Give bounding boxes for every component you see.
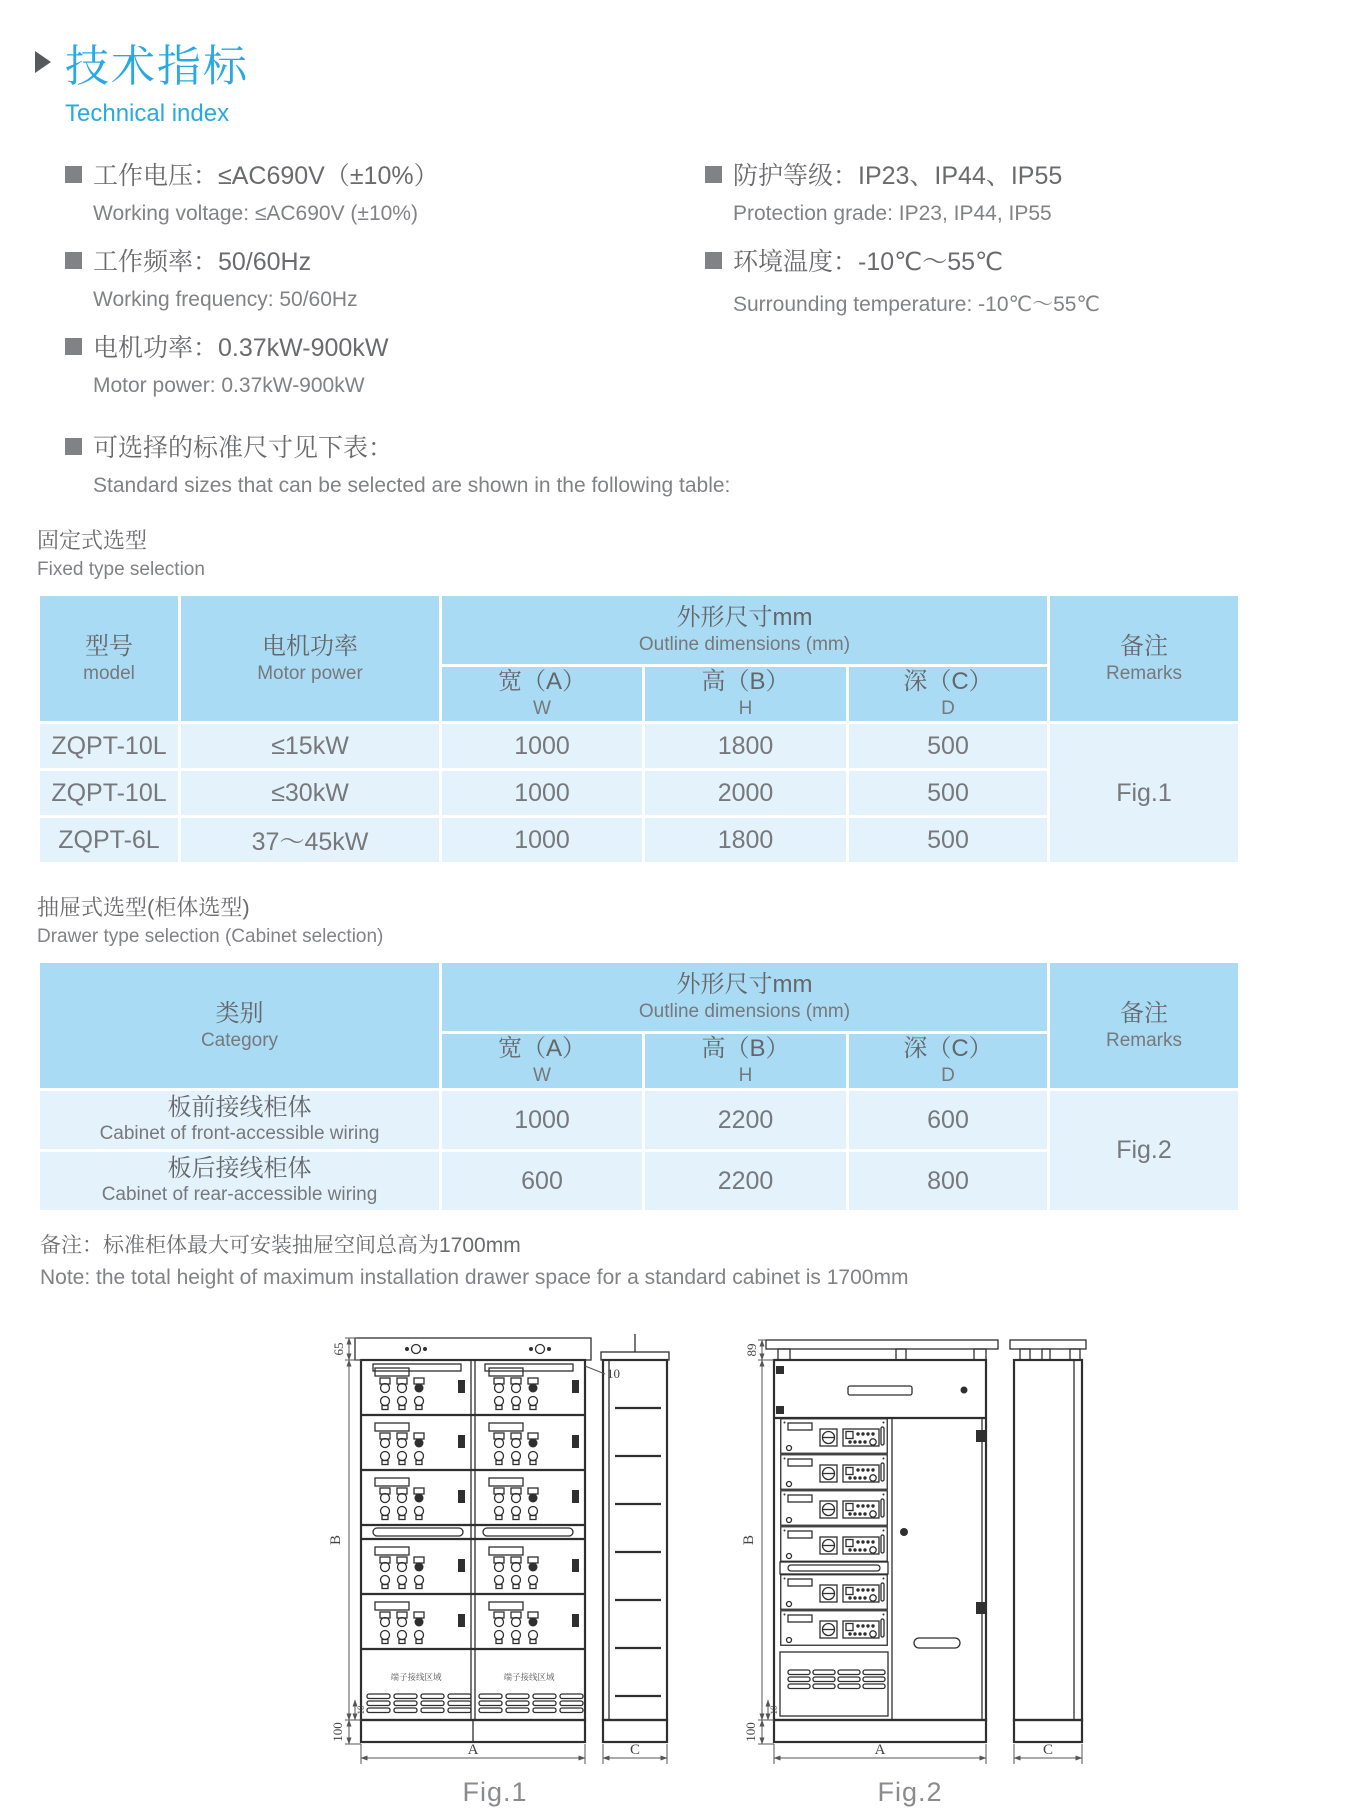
cell-width: 1000 [442,1091,642,1149]
spec-zh: 工作频率：50/60Hz [93,248,312,276]
drawer-type-table [37,960,1241,1213]
cell-height: 2200 [645,1091,846,1149]
col-header-remarks [1050,596,1238,721]
spec-item-protection-grade [705,156,1357,226]
dim-label-gap-10: 10 [607,1366,620,1381]
header-zh: 宽（A） [497,668,586,696]
section-label-en: Fixed type selection [37,559,205,580]
cell-width: 1000 [442,771,642,815]
dim-label-cap-height: 65 [331,1342,346,1356]
col-header-model [40,596,178,721]
cell-depth: 500 [849,771,1047,815]
dim-label-depth-c: C [1042,1742,1054,1758]
fig1-side-view [601,1334,669,1742]
spec-item-table-intro [65,428,1357,498]
category-zh: 板前接线柜体 [167,1094,312,1122]
spec-item-temperature [705,242,1357,318]
cell-category [40,1091,439,1149]
cell-model: ZQPT-10L [40,771,178,815]
dim-label-base-100: 100 [330,1722,345,1742]
header-en: Outline dimensions (mm) [638,634,851,656]
header-en: D [941,698,955,720]
table-row [40,724,1238,768]
terminal-area-label: 端子接线区域 [390,1672,442,1682]
spec-list [65,156,1357,414]
section-label-fixed [37,524,1357,581]
category-en: Cabinet of front-accessible wiring [99,1123,380,1144]
dim-label-vent-10: 10 [356,1705,366,1715]
header-en: Category [200,1029,279,1051]
fig1-drawing [315,1308,675,1770]
cell-width: 600 [442,1152,642,1210]
fig1-caption: Fig.1 [462,1777,528,1807]
cell-height: 2200 [645,1152,846,1210]
dim-label-cap-height: 89 [744,1343,759,1357]
terminal-area-label: 端子接线区域 [503,1672,555,1682]
spec-item-frequency [65,242,705,312]
spec-column-left [65,156,705,414]
header-en: H [738,698,753,720]
cell-width: 1000 [442,724,642,768]
figures-row [315,1308,1357,1808]
spec-zh: 可选择的标准尺寸见下表： [93,434,394,462]
cell-depth: 500 [849,818,1047,862]
section-label-zh: 固定式选型 [37,528,148,553]
col-header-width [442,667,642,721]
cell-depth: 800 [849,1152,1047,1210]
col-header-remarks [1050,963,1238,1088]
spec-en: Protection grade: IP23, IP44, IP55 [733,202,1052,225]
spec-zh: 防护等级：IP23、IP44、IP55 [733,162,1063,190]
cell-width: 1000 [442,818,642,862]
dim-label-height-b: B [741,1534,757,1546]
cell-height: 1800 [645,724,846,768]
header-zh: 外形尺寸mm [676,604,813,632]
spec-item-motor-power [65,328,705,398]
square-bullet-icon [65,338,82,355]
fig2-side-view [1010,1340,1086,1742]
dim-label-height-b: B [328,1534,344,1546]
header-zh: 深（C） [903,1035,993,1063]
cell-category [40,1152,439,1210]
page-subtitle: Technical index [65,100,230,127]
spec-en: Surrounding temperature: -10℃～55℃ [733,293,1101,316]
col-header-outline-dimensions [442,963,1047,1031]
spec-en: Working voltage: ≤AC690V (±10%) [93,202,418,225]
footnote-zh: 备注：标准柜体最大可安装抽屉空间总高为1700mm [40,1234,521,1257]
cell-power: ≤15kW [181,724,439,768]
spec-column-right [705,156,1357,414]
spec-zh: 电机功率：0.37kW-900kW [93,334,389,362]
dim-label-vent-10: 10 [769,1705,779,1715]
header-zh: 电机功率 [262,632,358,660]
table-row [40,1091,1238,1149]
square-bullet-icon [65,166,82,183]
cell-remark: Fig.1 [1050,724,1238,862]
fig2-caption: Fig.2 [877,1777,943,1807]
header-en: H [738,1065,753,1087]
header-en: Remarks [1105,1029,1182,1051]
dim-label-depth-c: C [629,1742,641,1758]
header-en: W [533,698,551,720]
section-label-zh: 抽屉式选型(柜体选型) [37,895,250,920]
spec-en: Motor power: 0.37kW-900kW [93,374,365,397]
col-header-depth [849,667,1047,721]
spec-zh: 环境温度：-10℃～55℃ [733,248,1004,276]
dim-label-base-100: 100 [743,1722,758,1742]
square-bullet-icon [705,252,722,269]
square-bullet-icon [705,166,722,183]
header-zh: 备注 [1120,632,1168,660]
fig1-front-view [355,1338,591,1742]
table-header-row-1 [40,596,1238,664]
header-zh: 外形尺寸mm [676,971,813,999]
figure-2 [730,1308,1090,1808]
header-zh: 宽（A） [497,1035,586,1063]
cell-height: 1800 [645,818,846,862]
table-header-row-1 [40,963,1238,1031]
cell-depth: 500 [849,724,1047,768]
col-header-width [442,1034,642,1088]
cell-height: 2000 [645,771,846,815]
cell-remark: Fig.2 [1050,1091,1238,1210]
cell-power: 37～45kW [181,818,439,862]
col-header-motor-power [181,596,439,721]
cell-depth: 600 [849,1091,1047,1149]
square-bullet-icon [65,252,82,269]
spec-item-voltage [65,156,705,226]
header-zh: 高（B） [701,1035,790,1063]
spec-en: Standard sizes that can be selected are shown in the following table: [93,474,731,497]
header-en: Motor power [257,662,363,684]
figure-1 [315,1308,675,1808]
page-title: 技术指标 [65,42,249,91]
category-zh: 板后接线柜体 [167,1155,312,1183]
col-header-category [40,963,439,1088]
col-header-height [645,667,846,721]
header-en: model [83,662,135,684]
fixed-type-table [37,593,1241,865]
section-arrow-icon [35,51,51,73]
col-header-depth [849,1034,1047,1088]
cell-model: ZQPT-10L [40,724,178,768]
spec-zh: 工作电压：≤AC690V（±10%） [93,162,439,190]
category-en: Cabinet of rear-accessible wiring [101,1184,378,1205]
col-header-height [645,1034,846,1088]
header-zh: 高（B） [701,668,790,696]
spec-en: Working frequency: 50/60Hz [93,288,358,311]
header-en: D [941,1065,955,1087]
header-zh: 深（C） [903,668,993,696]
section-label-en: Drawer type selection (Cabinet selection) [37,926,384,947]
header-zh: 型号 [85,632,133,660]
fig2-front-view [766,1340,998,1742]
cell-model: ZQPT-6L [40,818,178,862]
header-zh: 备注 [1120,999,1168,1027]
col-header-outline-dimensions [442,596,1047,664]
header-en: Outline dimensions (mm) [638,1001,851,1023]
header-en: Remarks [1105,662,1182,684]
header-en: W [533,1065,551,1087]
fig2-drawing [730,1308,1090,1770]
dim-label-width-a: A [467,1742,479,1758]
header-zh: 类别 [215,999,264,1027]
dim-label-width-a: A [874,1742,886,1758]
section-label-drawer [37,891,1357,948]
cell-power: ≤30kW [181,771,439,815]
page-header [35,30,1357,128]
square-bullet-icon [65,438,82,455]
footnote-en: Note: the total height of maximum installation drawer space for a standard cabinet is 1700mm [40,1266,909,1289]
fig2-dimensions [741,1340,1082,1764]
footnote [40,1229,1357,1290]
